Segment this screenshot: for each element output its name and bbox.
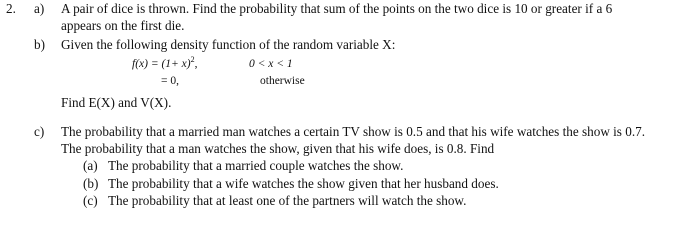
subitem-a-label: (a)	[83, 158, 98, 173]
subitem-a-text: The probability that a married couple watches the show.	[108, 158, 404, 173]
part-c-line-1: The probability that a married man watches a certain TV show is 0.5 and that his wife watches the show is 0.7.	[61, 124, 646, 139]
subitem-c-text: The probability that at least one of the partners will watch the show.	[108, 193, 467, 208]
density-row-2-domain: otherwise	[260, 75, 305, 87]
part-b-intro: Given the following density function of the random variable X:	[61, 37, 396, 52]
subitem-b-label: (b)	[83, 176, 99, 191]
subitem-c-label: (c)	[83, 193, 98, 208]
density-row-1-domain: 0 < x < 1	[249, 58, 293, 70]
subitem-b-text: The probability that a wife watches the show given that her husband does.	[108, 176, 499, 191]
density-row-1-lhs: $f(x) = (1+ x)^2$,	[132, 55, 198, 70]
part-a-line-1: A pair of dice is thrown. Find the probability that sum of the points on the two dice is 10 or greater if a 6	[61, 1, 613, 16]
part-a-label: a)	[34, 1, 45, 16]
density-row-2-lhs: = 0,	[161, 75, 179, 87]
part-b-label: b)	[34, 37, 45, 52]
part-c-label: c)	[34, 124, 45, 139]
part-a-line-2: appears on the first die.	[61, 18, 185, 33]
part-c-line-2: The probability that a man watches the show, given that his wife does, is 0.8. Find	[61, 141, 495, 156]
density-exponent: 2	[190, 55, 195, 64]
part-b-task: Find E(X) and V(X).	[61, 95, 172, 110]
question-number: 2.	[6, 1, 16, 16]
